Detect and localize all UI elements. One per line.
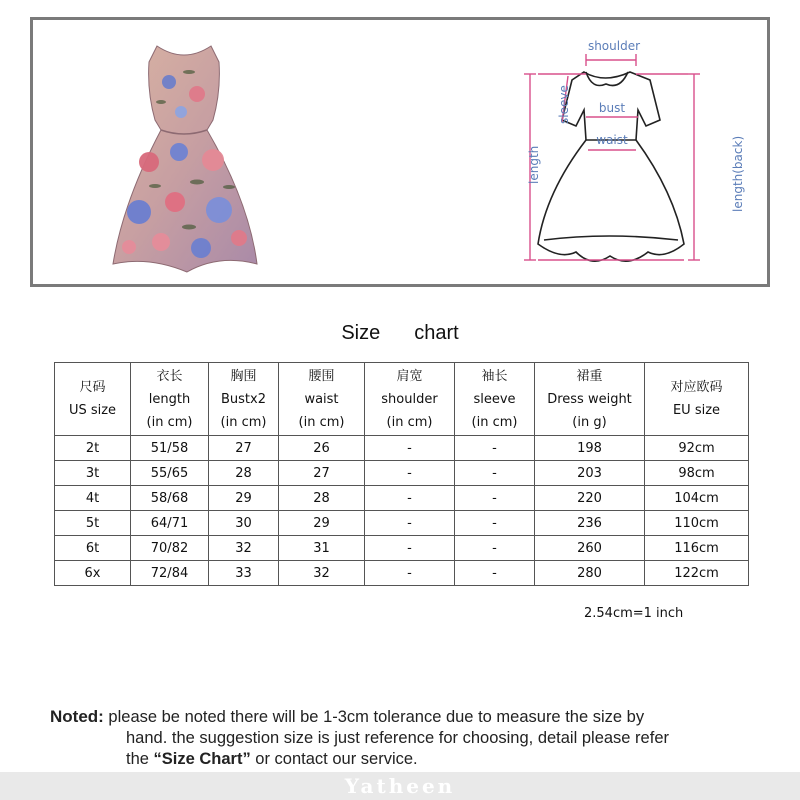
table-cell: 29 (279, 511, 365, 536)
label-length-back: length(back) (731, 135, 745, 212)
table-cell: 64/71 (131, 511, 209, 536)
tolerance-note (50, 706, 760, 770)
table-cell: 70/82 (131, 536, 209, 561)
table-cell: 72/84 (131, 561, 209, 586)
table-cell: 220 (535, 486, 645, 511)
table-cell: - (455, 486, 535, 511)
table-header-row (55, 363, 749, 436)
table-cell: 260 (535, 536, 645, 561)
table-cell: 116cm (645, 536, 749, 561)
table-cell: 236 (535, 511, 645, 536)
table-cell: 31 (279, 536, 365, 561)
size-table (54, 362, 749, 586)
table-row (55, 461, 749, 486)
table-cell: 58/68 (131, 486, 209, 511)
table-cell: - (365, 486, 455, 511)
header-shoulder: 肩宽 shoulder (in cm) (365, 363, 455, 436)
table-cell: 32 (279, 561, 365, 586)
table-cell: 6x (55, 561, 131, 586)
title-size: Size (341, 322, 381, 344)
table-cell: 55/65 (131, 461, 209, 486)
table-cell: 110cm (645, 511, 749, 536)
table-cell: 27 (209, 436, 279, 461)
table-cell: 3t (55, 461, 131, 486)
note-label: Noted: (50, 707, 104, 726)
table-cell: - (365, 436, 455, 461)
table-cell: 30 (209, 511, 279, 536)
table-cell: 203 (535, 461, 645, 486)
dress-photo (109, 42, 259, 274)
table-cell: 98cm (645, 461, 749, 486)
table-cell: - (365, 511, 455, 536)
table-cell: - (455, 461, 535, 486)
label-sleeve: sleeve (557, 85, 571, 124)
header-bust: 胸围 Bustx2 (in cm) (209, 363, 279, 436)
size-chart-title (0, 322, 800, 345)
table-cell: - (455, 436, 535, 461)
conversion-note: 2.54cm=1 inch (584, 606, 684, 621)
table-cell: - (455, 536, 535, 561)
table-cell: - (455, 511, 535, 536)
note-line-1: please be noted there will be 1-3cm tolerance due to measure the size by (108, 708, 645, 726)
label-bust: bust (598, 101, 626, 115)
label-waist: waist (596, 133, 628, 147)
table-row (55, 561, 749, 586)
table-cell: 27 (279, 461, 365, 486)
table-cell: - (455, 561, 535, 586)
table-cell: 29 (209, 486, 279, 511)
table-cell: 92cm (645, 436, 749, 461)
header-us-size: 尺码 US size (55, 363, 131, 436)
table-cell: 28 (209, 461, 279, 486)
label-shoulder: shoulder (587, 39, 641, 53)
watermark-bar (0, 772, 800, 800)
note-line-2: hand. the suggestion size is just reference for choosing, detail please refer (126, 729, 669, 747)
table-cell: 280 (535, 561, 645, 586)
table-cell: 32 (209, 536, 279, 561)
table-cell: 4t (55, 486, 131, 511)
table-row (55, 511, 749, 536)
measurement-diagram (488, 22, 748, 280)
header-dress-weight: 裙重 Dress weight (in g) (535, 363, 645, 436)
table-cell: - (365, 561, 455, 586)
table-cell: 33 (209, 561, 279, 586)
table-row (55, 486, 749, 511)
header-sleeve: 袖长 sleeve (in cm) (455, 363, 535, 436)
table-cell: 198 (535, 436, 645, 461)
header-eu-size: 对应欧码 EU size (645, 363, 749, 436)
table-cell: 26 (279, 436, 365, 461)
note-line-3: the “Size Chart” or contact our service. (126, 750, 418, 768)
table-cell: 28 (279, 486, 365, 511)
table-cell: - (365, 461, 455, 486)
watermark-text: Yatheen (344, 774, 456, 798)
label-length: length (527, 145, 541, 184)
table-row (55, 436, 749, 461)
table-row (55, 536, 749, 561)
table-cell: 104cm (645, 486, 749, 511)
title-chart: chart (414, 322, 459, 344)
table-cell: 2t (55, 436, 131, 461)
table-cell: 6t (55, 536, 131, 561)
product-image-frame (30, 17, 770, 287)
table-cell: - (365, 536, 455, 561)
table-cell: 122cm (645, 561, 749, 586)
size-chart-highlight: “Size Chart” (153, 750, 251, 768)
table-cell: 51/58 (131, 436, 209, 461)
header-length: 衣长 length (in cm) (131, 363, 209, 436)
header-waist: 腰围 waist (in cm) (279, 363, 365, 436)
table-cell: 5t (55, 511, 131, 536)
